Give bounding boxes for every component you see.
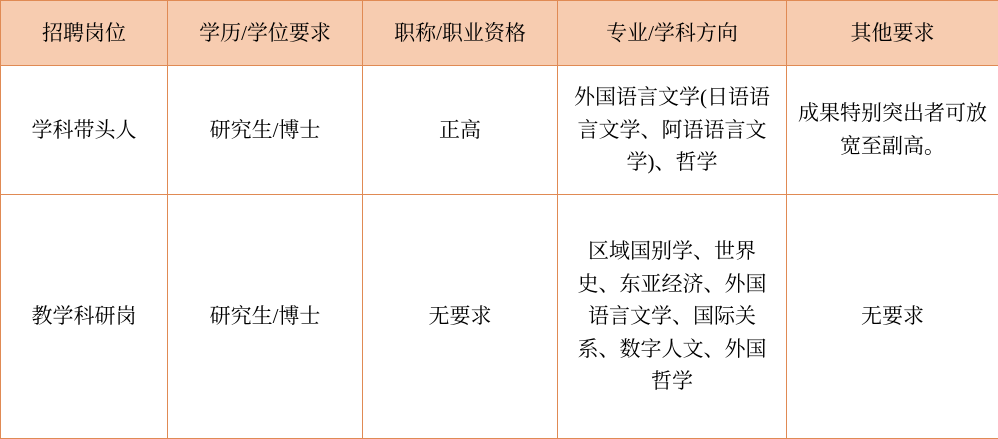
column-header-education: 学历/学位要求 (168, 1, 363, 66)
cell-professional-title: 无要求 (363, 195, 558, 439)
table-header-row (1, 1, 998, 66)
table-row (1, 195, 998, 439)
cell-position: 学科带头人 (1, 66, 168, 195)
cell-education: 研究生/博士 (168, 195, 363, 439)
cell-position: 教学科研岗 (1, 195, 168, 439)
column-header-professional-title: 职称/职业资格 (363, 1, 558, 66)
column-header-position: 招聘岗位 (1, 1, 168, 66)
cell-education: 研究生/博士 (168, 66, 363, 195)
cell-major: 区域国别学、世界史、东亚经济、外国语言文学、国际关系、数字人文、外国哲学 (558, 195, 787, 439)
column-header-major: 专业/学科方向 (558, 1, 787, 66)
column-header-other: 其他要求 (787, 1, 998, 66)
table-row (1, 66, 998, 195)
cell-major: 外国语言文学(日语语言文学、阿语语言文学)、哲学 (558, 66, 787, 195)
cell-professional-title: 正高 (363, 66, 558, 195)
cell-other: 无要求 (787, 195, 998, 439)
cell-other: 成果特别突出者可放宽至副高。 (787, 66, 998, 195)
